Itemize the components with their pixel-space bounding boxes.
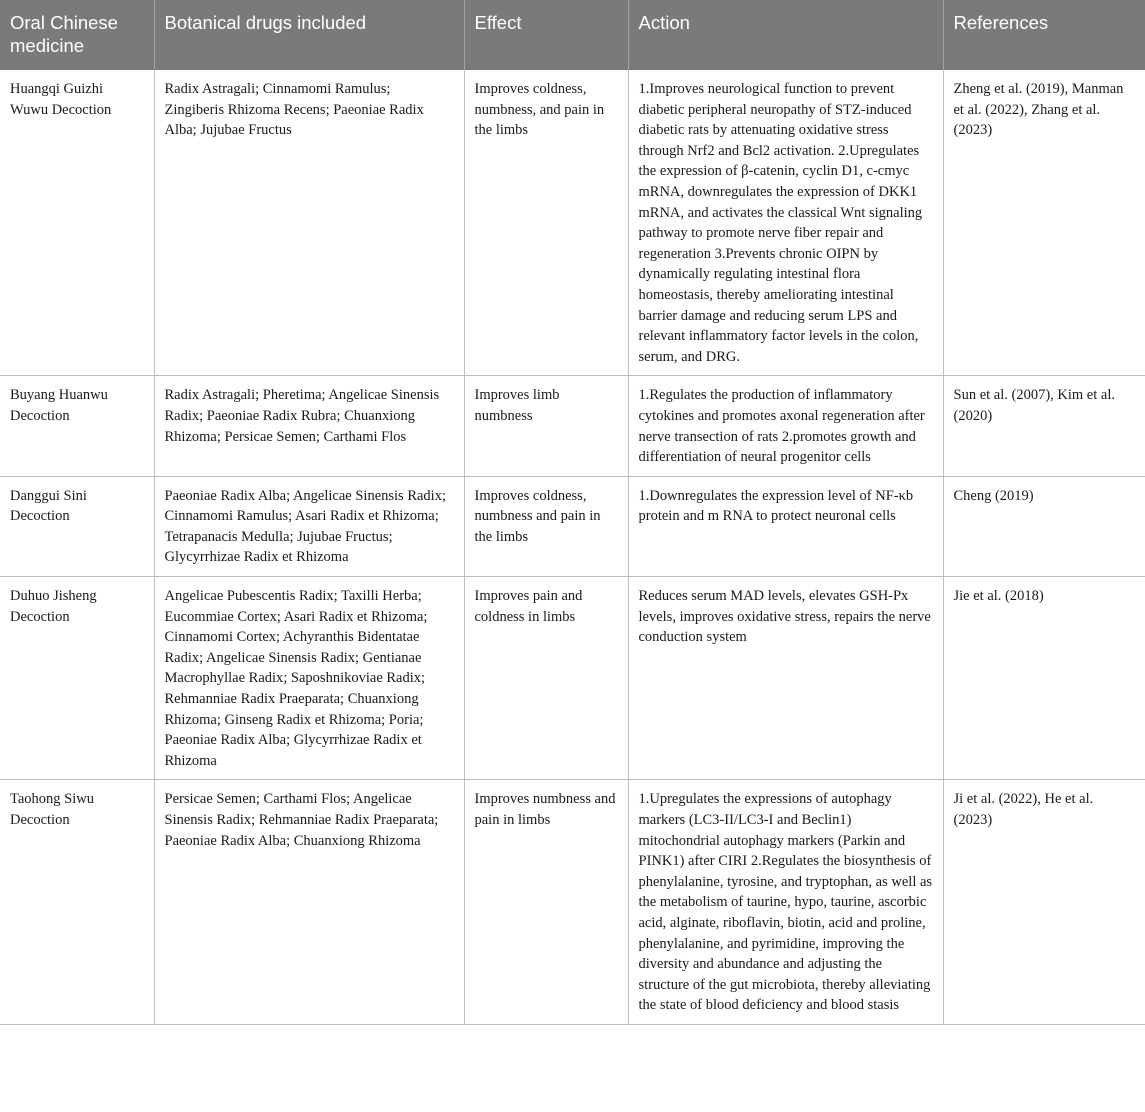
cell-effect: Improves pain and coldness in limbs xyxy=(464,577,628,780)
cell-action: 1.Downregulates the expression level of NF-κb protein and m RNA to protect neuronal cells xyxy=(628,476,943,576)
cell-references: Zheng et al. (2019), Manman et al. (2022), Zhang et al. (2023) xyxy=(943,70,1145,376)
cell-botanical-drugs: Persicae Semen; Carthami Flos; Angelicae Sinensis Radix; Rehmanniae Radix Praeparata; Paeoniae Radix Alba; Chuanxiong Rhizoma xyxy=(154,780,464,1025)
cell-botanical-drugs: Radix Astragali; Pheretima; Angelicae Sinensis Radix; Paeoniae Radix Rubra; Chuanxiong Rhizoma; Persicae Semen; Carthami Flos xyxy=(154,376,464,476)
header-row xyxy=(0,0,1145,70)
cell-effect: Improves coldness, numbness, and pain in the limbs xyxy=(464,70,628,376)
cell-references: Cheng (2019) xyxy=(943,476,1145,576)
cell-botanical-drugs: Radix Astragali; Cinnamomi Ramulus; Zingiberis Rhizoma Recens; Paeoniae Radix Alba; Jujubae Fructus xyxy=(154,70,464,376)
cell-action: 1.Regulates the production of inflammatory cytokines and promotes axonal regeneration after nerve transection of rats 2.promotes growth and differentiation of neural progenitor cells xyxy=(628,376,943,476)
cell-effect: Improves coldness, numbness and pain in the limbs xyxy=(464,476,628,576)
cell-references: Ji et al. (2022), He et al. (2023) xyxy=(943,780,1145,1025)
cell-effect: Improves numbness and pain in limbs xyxy=(464,780,628,1025)
table-header xyxy=(0,0,1145,70)
header-effect: Effect xyxy=(464,0,628,70)
cell-botanical-drugs: Paeoniae Radix Alba; Angelicae Sinensis Radix; Cinnamomi Ramulus; Asari Radix et Rhizoma; Tetrapanacis Medulla; Jujubae Fructus; Glycyrrhizae Radix et Rhizoma xyxy=(154,476,464,576)
cell-medicine: Taohong Siwu Decoction xyxy=(0,780,154,1025)
cell-action: Reduces serum MAD levels, elevates GSH-Px levels, improves oxidative stress, repairs the nerve conduction system xyxy=(628,577,943,780)
table-row xyxy=(0,376,1145,476)
header-action: Action xyxy=(628,0,943,70)
header-oral-chinese-medicine: Oral Chinese medicine xyxy=(0,0,154,70)
cell-medicine: Buyang Huanwu Decoction xyxy=(0,376,154,476)
cell-medicine: Duhuo Jisheng Decoction xyxy=(0,577,154,780)
cell-botanical-drugs: Angelicae Pubescentis Radix; Taxilli Herba; Eucommiae Cortex; Asari Radix et Rhizoma; Cinnamomi Cortex; Achyranthis Bidentatae Radix; Angelicae Sinensis Radix; Gentianae Macrophyllae Radix; Saposhnikoviae Radix; Rehmanniae Radix Praeparata; Chuanxiong Rhizoma; Ginseng Radix et Rhizoma; Poria; Paeoniae Radix Alba; Glycyrrhizae Radix et Rhizoma xyxy=(154,577,464,780)
cell-medicine: Huangqi Guizhi Wuwu Decoction xyxy=(0,70,154,376)
table-body xyxy=(0,70,1145,1024)
cell-action: 1.Upregulates the expressions of autophagy markers (LC3-II/LC3-I and Beclin1) mitochondrial autophagy markers (Parkin and PINK1) after CIRI 2.Regulates the biosynthesis of phenylalanine, tyrosine, and tryptophan, as well as the metabolism of taurine, hypo, taurine, ascorbic acid, alginate, riboflavin, biotin, acid and proline, phenylalanine, and pyrimidine, improving the diversity and abundance and adjusting the structure of the gut microbiota, thereby alleviating the state of blood deficiency and blood stasis xyxy=(628,780,943,1025)
cell-medicine: Danggui Sini Decoction xyxy=(0,476,154,576)
cell-references: Sun et al. (2007), Kim et al. (2020) xyxy=(943,376,1145,476)
header-references: References xyxy=(943,0,1145,70)
table-row xyxy=(0,780,1145,1025)
table-row xyxy=(0,577,1145,780)
cell-action: 1.Improves neurological function to prevent diabetic peripheral neuropathy of STZ-induced diabetic rats by attenuating oxidative stress through Nrf2 and Bcl2 activation. 2.Upregulates the expression of β-catenin, cyclin D1, c-cmyc mRNA, downregulates the expression of DKK1 mRNA, and activates the classical Wnt signaling pathway to promote nerve fiber repair and regeneration 3.Prevents chronic OIPN by dynamically regulating intestinal flora homeostasis, thereby ameliorating intestinal barrier damage and reducing serum LPS and relevant inflammatory factor levels in the colon, serum, and DRG. xyxy=(628,70,943,376)
table-row xyxy=(0,476,1145,576)
cell-effect: Improves limb numbness xyxy=(464,376,628,476)
header-botanical-drugs: Botanical drugs included xyxy=(154,0,464,70)
cell-references: Jie et al. (2018) xyxy=(943,577,1145,780)
table-row xyxy=(0,70,1145,376)
